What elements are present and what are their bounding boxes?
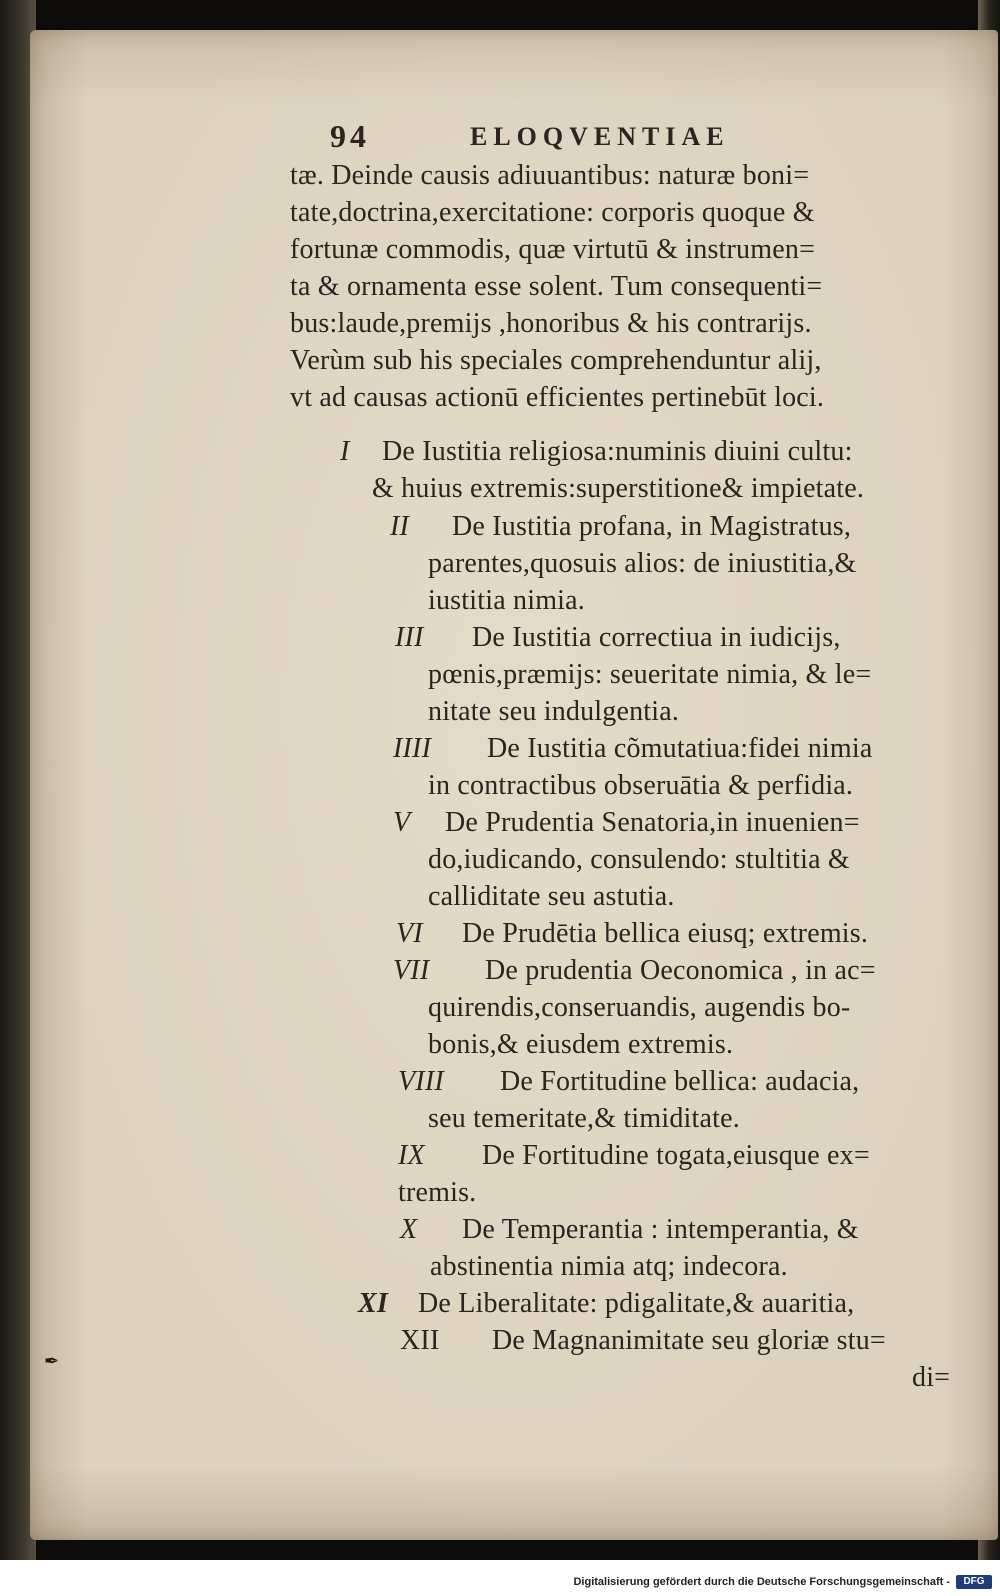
item-line: in contractibus obseruātia & perfidia. [428,770,854,801]
funding-credit: Digitalisierung gefördert durch die Deutsche Forschungsgemeinschaft - [573,1576,950,1588]
item-line: De Fortitudine bellica: audacia, [500,1066,860,1097]
paragraph-line: ta & ornamenta esse solent. Tum consequenti= [290,271,823,302]
item-line: bonis,& eiusdem extremis. [428,1029,734,1060]
paragraph-line: fortunæ commodis, quæ virtutū & instrumen= [290,234,816,265]
item-numeral: X [400,1214,418,1245]
paragraph-line: tæ. Deinde causis adiuuantibus: naturæ boni= [290,160,810,191]
item-numeral: VI [396,918,423,949]
item-line: parentes,quosuis alios: de iniustitia,& [428,548,857,579]
paragraph-line: Verùm sub his speciales comprehenduntur alij, [290,345,822,376]
item-line: seu temeritate,& timiditate. [428,1103,740,1134]
footer-bar [0,1560,1000,1596]
running-title: ELOQVENTIAE [470,122,730,151]
item-numeral: V [393,807,411,838]
item-line: nitate seu indulgentia. [428,696,680,727]
item-line: De Fortitudine togata,eiusque ex= [482,1140,870,1171]
item-numeral: VIII [398,1066,444,1097]
item-line: calliditate seu astutia. [428,881,675,912]
item-line: pœnis,præmijs: seueritate nimia, & le= [428,659,872,690]
item-numeral: II [390,511,410,542]
item-numeral: III [395,622,424,653]
ink-mark: ✒ [44,1351,60,1371]
item-numeral: VII [393,955,430,986]
item-line: quirendis,conseruandis, augendis bo- [428,992,851,1023]
item-line: De prudentia Oeconomica , in ac= [485,955,876,986]
item-line: abstinentia nimia atq; indecora. [430,1251,788,1282]
paragraph-line: tate,doctrina,exercitatione: corporis quoque & [290,197,815,228]
item-line: & huius extremis:superstitione& impietate. [372,473,865,504]
item-line: tremis. [398,1177,477,1208]
item-line: De Magnanimitate seu gloriæ stu= [492,1325,886,1356]
item-line: De Iustitia cõmutatiua:fidei nimia [487,733,873,764]
catchword: di= [912,1362,951,1393]
item-line: do,iudicando, consulendo: stultitia & [428,844,850,875]
item-line: De Temperantia : intemperantia, & [462,1214,859,1245]
item-line: iustitia nimia. [428,585,585,616]
item-line: De Prudētia bellica eiusq; extremis. [462,918,869,949]
paragraph-line: bus:laude,premijs ,honoribus & his contrarijs. [290,308,812,339]
item-numeral: IIII [393,733,432,764]
item-line: De Prudentia Senatoria,in inuenien= [445,807,860,838]
paragraph-line: vt ad causas actionū efficientes pertinebūt loci. [290,382,825,413]
page-number: 94 [330,118,370,154]
item-numeral: XI [358,1288,388,1319]
dfg-logo: DFG [956,1575,992,1589]
item-numeral: IX [398,1140,425,1171]
item-line: De Iustitia religiosa:numinis diuini cultu: [382,436,853,467]
item-line: De Iustitia correctiua in iudicijs, [472,622,841,653]
item-numeral: I [340,436,350,467]
item-numeral: XII [400,1325,440,1356]
item-line: De Iustitia profana, in Magistratus, [452,511,852,542]
item-line: De Liberalitate: pdigalitate,& auaritia, [418,1288,855,1319]
